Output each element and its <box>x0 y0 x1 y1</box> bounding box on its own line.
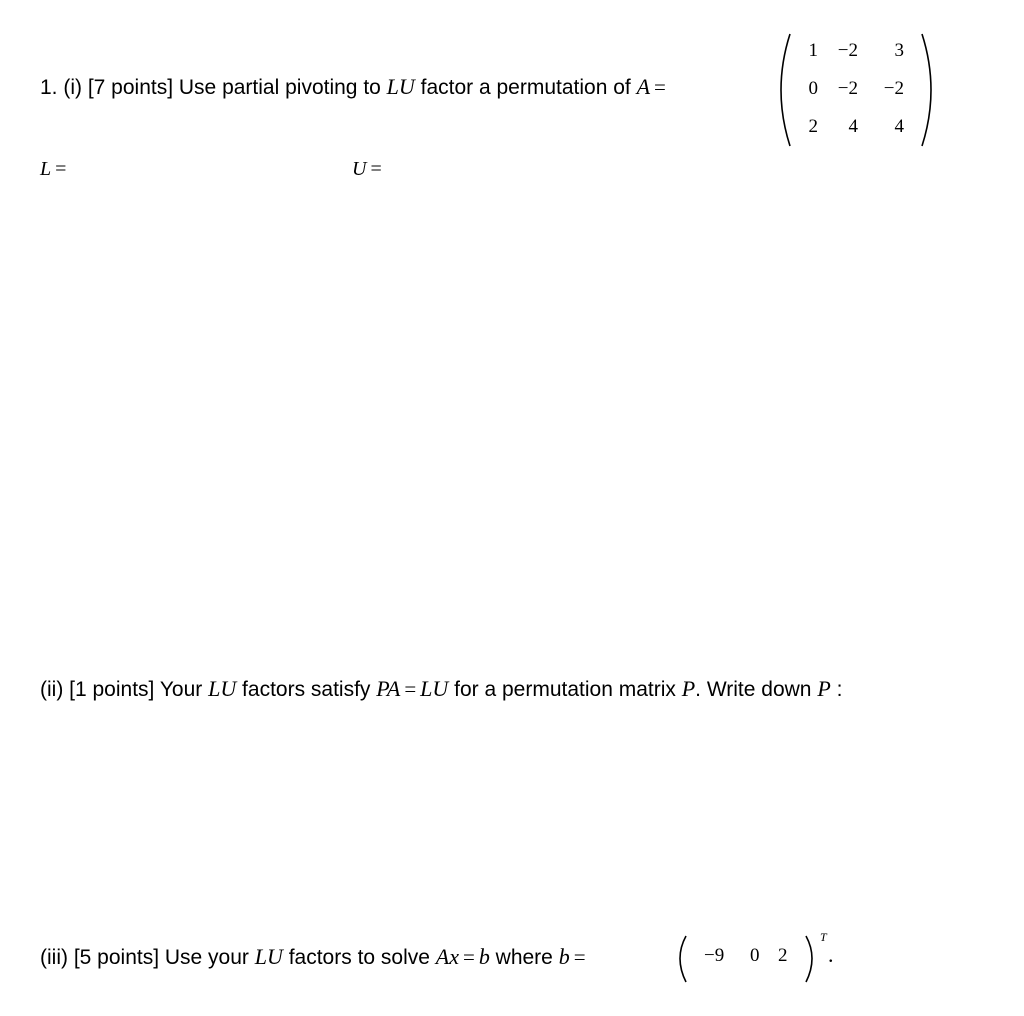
q2-prefix: (ii) [1 points] Your <box>40 678 209 701</box>
matrix-cell-1-2: −2 <box>883 78 904 99</box>
vec-right-paren <box>806 936 812 982</box>
matrix-cell-1-0: 0 <box>808 78 818 99</box>
label-l-equals <box>40 158 70 181</box>
q1-prefix: 1. (i) [7 points] Use partial pivoting to <box>40 76 387 99</box>
label-u-equals <box>352 158 386 181</box>
vector-entry-0: −9 <box>704 945 725 966</box>
q1-middle: factor a permutation of <box>414 76 637 99</box>
q2-p2-symbol: P <box>817 676 831 701</box>
matrix-cell-0-0: 1 <box>808 40 818 61</box>
q3-equals: = <box>462 945 475 969</box>
q3-middle2: where <box>489 946 559 969</box>
vector-entry-2: 2 <box>778 945 788 966</box>
question-1-text <box>40 74 670 100</box>
u-symbol: U <box>352 158 367 180</box>
q3-middle1: factors to solve <box>282 946 436 969</box>
vector-b <box>672 928 852 988</box>
q3-lu-symbol: LU <box>254 944 283 969</box>
vector-period: . <box>828 942 834 967</box>
q2-p-symbol: P <box>681 676 696 701</box>
question-2-text <box>40 676 842 702</box>
matrix-cell-2-2: 4 <box>894 116 904 137</box>
q2-middle3: . Write down <box>695 678 818 701</box>
q2-lu2-symbol: LU <box>420 676 449 701</box>
question-3-text <box>40 944 590 970</box>
q2-lu-symbol: LU <box>208 676 237 701</box>
q1-equals: = <box>654 75 666 99</box>
q3-b-symbol: b <box>478 944 490 969</box>
q2-equals: = <box>404 677 417 701</box>
q3-equals2: = <box>573 945 586 969</box>
matrix-cell-1-1: −2 <box>837 78 858 99</box>
q1-a-symbol: A <box>636 74 651 99</box>
q2-middle2: for a permutation matrix <box>448 678 682 701</box>
l-symbol: L <box>40 158 52 180</box>
vector-brackets <box>672 928 822 988</box>
right-paren <box>922 34 931 146</box>
l-equals-sign: = <box>55 158 67 180</box>
transpose-superscript: T <box>820 930 827 944</box>
matrix-a <box>768 30 944 150</box>
matrix-cell-2-0: 2 <box>808 116 818 137</box>
matrix-cell-2-1: 4 <box>848 116 858 137</box>
vec-left-paren <box>680 936 686 982</box>
u-equals-sign: = <box>370 158 382 180</box>
q2-middle1: factors satisfy <box>236 678 377 701</box>
q2-suffix: : <box>830 678 843 701</box>
vector-entry-1: 0 <box>750 945 760 966</box>
matrix-cell-0-2: 3 <box>894 40 904 61</box>
q3-prefix: (iii) [5 points] Use your <box>40 946 255 969</box>
q2-pa-symbol: PA <box>376 676 401 701</box>
q1-lu-symbol: LU <box>386 74 415 99</box>
q3-b2-symbol: b <box>558 944 570 969</box>
matrix-cell-0-1: −2 <box>837 40 858 61</box>
q3-ax-symbol: Ax <box>435 944 459 969</box>
